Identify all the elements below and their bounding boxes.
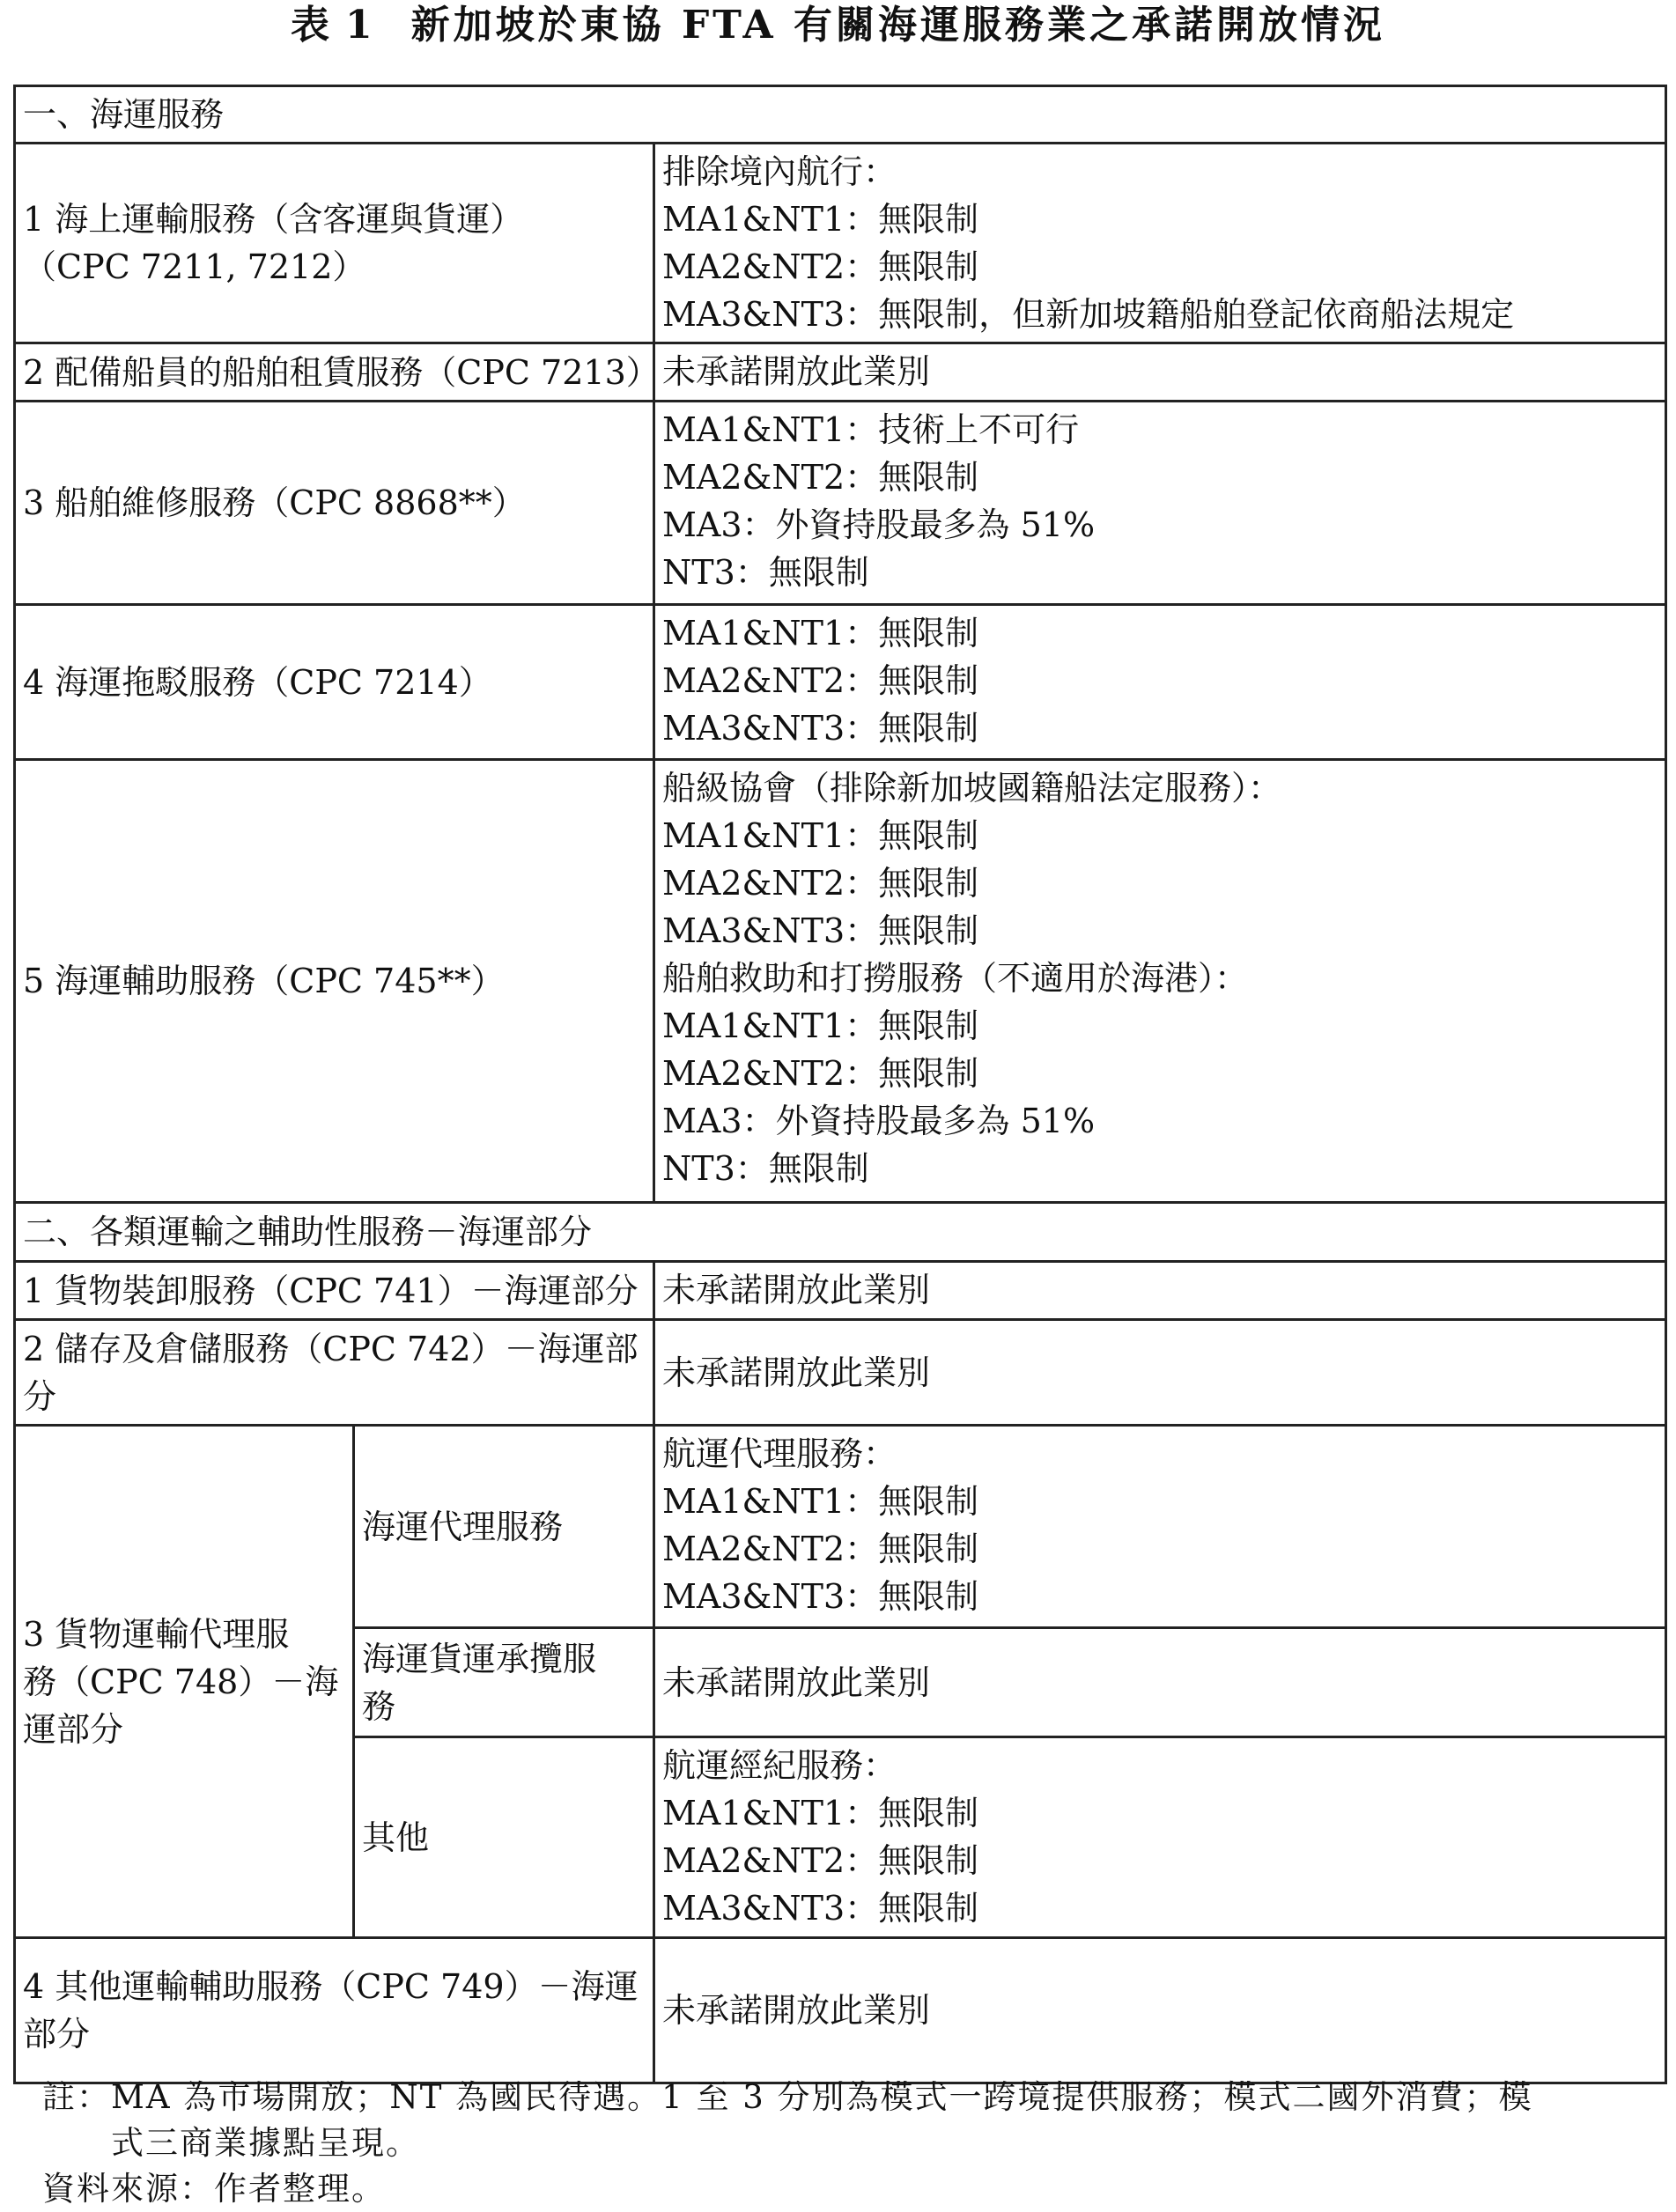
table-title-text: 新加坡於東協 FTA 有關海運服務業之承諾開放情況 xyxy=(410,3,1385,48)
service-label xyxy=(15,1320,654,1426)
table-row xyxy=(15,1938,1666,2083)
service-label xyxy=(15,760,654,1203)
commitment-line: NT3：無限制 xyxy=(662,1149,869,1188)
commitment-line: 未承諾開放此業別 xyxy=(662,1663,931,1702)
service-label xyxy=(15,1426,354,1938)
commitment-cell xyxy=(654,1320,1666,1426)
service-label xyxy=(15,343,660,402)
service-label xyxy=(15,1262,654,1320)
service-label xyxy=(15,402,654,605)
commitment-line: 未承諾開放此業別 xyxy=(662,1271,931,1309)
sub-service-label-line: 海運貨運承攬服 xyxy=(362,1639,597,1678)
sub-service-label-line: 海運代理服務 xyxy=(362,1507,564,1546)
commitment-line: 未承諾開放此業別 xyxy=(662,1991,931,2030)
commitment-cell xyxy=(654,1426,1666,1628)
note-line: 註：MA 為市場開放；NT 為國民待遇。1 至 3 分別為模式一跨境提供服務；模式二國外消費；模 xyxy=(42,2078,1533,2116)
commitment-line: MA3&NT3：無限制，但新加坡籍船舶登記依商船法規定 xyxy=(662,295,1515,334)
sub-service-label-line: 務 xyxy=(362,1686,396,1726)
table-notes xyxy=(42,2075,1610,2212)
section-heading: 二、各類運輸之輔助性服務－海運部分 xyxy=(15,1203,1666,1262)
service-label-line: 3 船舶維修服務（CPC 8868**） xyxy=(23,483,526,522)
commitment-line: MA3&NT3：無限制 xyxy=(662,911,979,950)
commitment-cell xyxy=(654,1938,1666,2083)
service-label-line: 分 xyxy=(23,1376,57,1416)
service-label-line: 2 配備船員的船舶租賃服務（CPC 7213） xyxy=(23,352,660,392)
table-row xyxy=(15,1262,1666,1320)
table-row xyxy=(15,760,1666,1203)
commitment-line: MA3&NT3：無限制 xyxy=(662,1577,979,1616)
commitment-line: MA3&NT3：無限制 xyxy=(662,1889,979,1928)
commitment-line: MA1&NT1：無限制 xyxy=(662,816,979,855)
commitment-cell xyxy=(654,1737,1666,1938)
service-label-line: 5 海運輔助服務（CPC 745**） xyxy=(23,962,505,1000)
service-label-line: （CPC 7211, 7212） xyxy=(23,247,366,286)
commitment-line: 排除境內航行： xyxy=(662,152,897,191)
commitment-line: MA2&NT2：無限制 xyxy=(662,1841,979,1880)
commitment-line: 航運代理服務： xyxy=(662,1434,897,1473)
commitment-line: MA1&NT1：無限制 xyxy=(662,200,979,239)
commitment-line: MA3：外資持股最多為 51% xyxy=(662,505,1096,544)
table-title-number: 1 xyxy=(345,3,376,48)
commitment-cell xyxy=(654,343,1666,402)
table-row xyxy=(15,343,1666,402)
service-label-line: 部分 xyxy=(23,2015,91,2053)
table-row xyxy=(15,1320,1666,1426)
commitment-cell xyxy=(654,760,1666,1203)
note-line: 式三商業據點呈現。 xyxy=(111,2124,420,2162)
commitment-line: MA2&NT2：無限制 xyxy=(662,864,979,903)
service-label xyxy=(15,1938,654,2083)
commitment-line: MA3&NT3：無限制 xyxy=(662,709,979,748)
commitment-line: MA2&NT2：無限制 xyxy=(662,458,979,497)
commitment-line: MA2&NT2：無限制 xyxy=(662,1530,979,1568)
commitment-cell xyxy=(654,1628,1666,1737)
commitment-line: 未承諾開放此業別 xyxy=(662,1353,931,1392)
sub-service-label xyxy=(354,1737,654,1938)
service-label-line: 3 貨物運輸代理服 xyxy=(23,1614,290,1654)
table-row xyxy=(15,1426,1666,1628)
service-label-line: 4 其他運輸輔助服務（CPC 749）－海運 xyxy=(23,1967,639,2006)
sub-service-label xyxy=(354,1628,654,1737)
service-label-line: 運部分 xyxy=(23,1709,124,1749)
service-label-line: 1 海上運輸服務（含客運與貨運） xyxy=(23,200,524,239)
commitment-line: MA1&NT1：無限制 xyxy=(662,1006,979,1045)
commitment-line: MA2&NT2：無限制 xyxy=(662,247,979,286)
commitment-line: MA2&NT2：無限制 xyxy=(662,1054,979,1093)
table-row xyxy=(15,605,1666,760)
commitment-line: NT3：無限制 xyxy=(662,553,869,592)
commitment-cell xyxy=(654,1262,1666,1320)
commitment-line: MA1&NT1：無限制 xyxy=(662,614,979,653)
commitment-line: 未承諾開放此業別 xyxy=(662,352,931,391)
source-line: 資料來源：作者整理。 xyxy=(42,2170,386,2208)
commitment-line: 航運經紀服務： xyxy=(662,1746,897,1785)
sub-service-label xyxy=(354,1426,654,1628)
service-label xyxy=(15,144,654,343)
commitment-line: 船級協會（排除新加坡國籍船法定服務）： xyxy=(662,769,1282,807)
commitment-cell xyxy=(654,144,1666,343)
commitment-line: MA3：外資持股最多為 51% xyxy=(662,1102,1096,1140)
table-title-prefix: 表 xyxy=(291,3,333,48)
service-label-line: 務（CPC 748）－海 xyxy=(23,1662,339,1701)
commitment-line: 船舶救助和打撈服務（不適用於海港）： xyxy=(662,959,1249,998)
table-row xyxy=(15,402,1666,605)
commitment-line: MA1&NT1：無限制 xyxy=(662,1482,979,1521)
service-label xyxy=(15,605,654,760)
section-heading-row xyxy=(15,1203,1666,1262)
commitment-line: MA1&NT1：無限制 xyxy=(662,1794,979,1832)
section-heading-row xyxy=(15,86,1666,144)
service-label-line: 2 儲存及倉儲服務（CPC 742）－海運部 xyxy=(23,1329,639,1368)
sub-service-label-line: 其他 xyxy=(362,1818,430,1857)
section-heading: 一、海運服務 xyxy=(15,86,1666,144)
commitment-table xyxy=(13,85,1667,2084)
table-title xyxy=(0,0,1676,51)
commitment-line: MA2&NT2：無限制 xyxy=(662,661,979,700)
commitment-cell xyxy=(654,605,1666,760)
service-label-line: 1 貨物裝卸服務（CPC 741）－海運部分 xyxy=(23,1271,639,1310)
table-row xyxy=(15,144,1666,343)
commitment-line: MA1&NT1：技術上不可行 xyxy=(662,410,1080,449)
commitment-cell xyxy=(654,402,1666,605)
service-label-line: 4 海運拖駁服務（CPC 7214） xyxy=(23,662,492,702)
